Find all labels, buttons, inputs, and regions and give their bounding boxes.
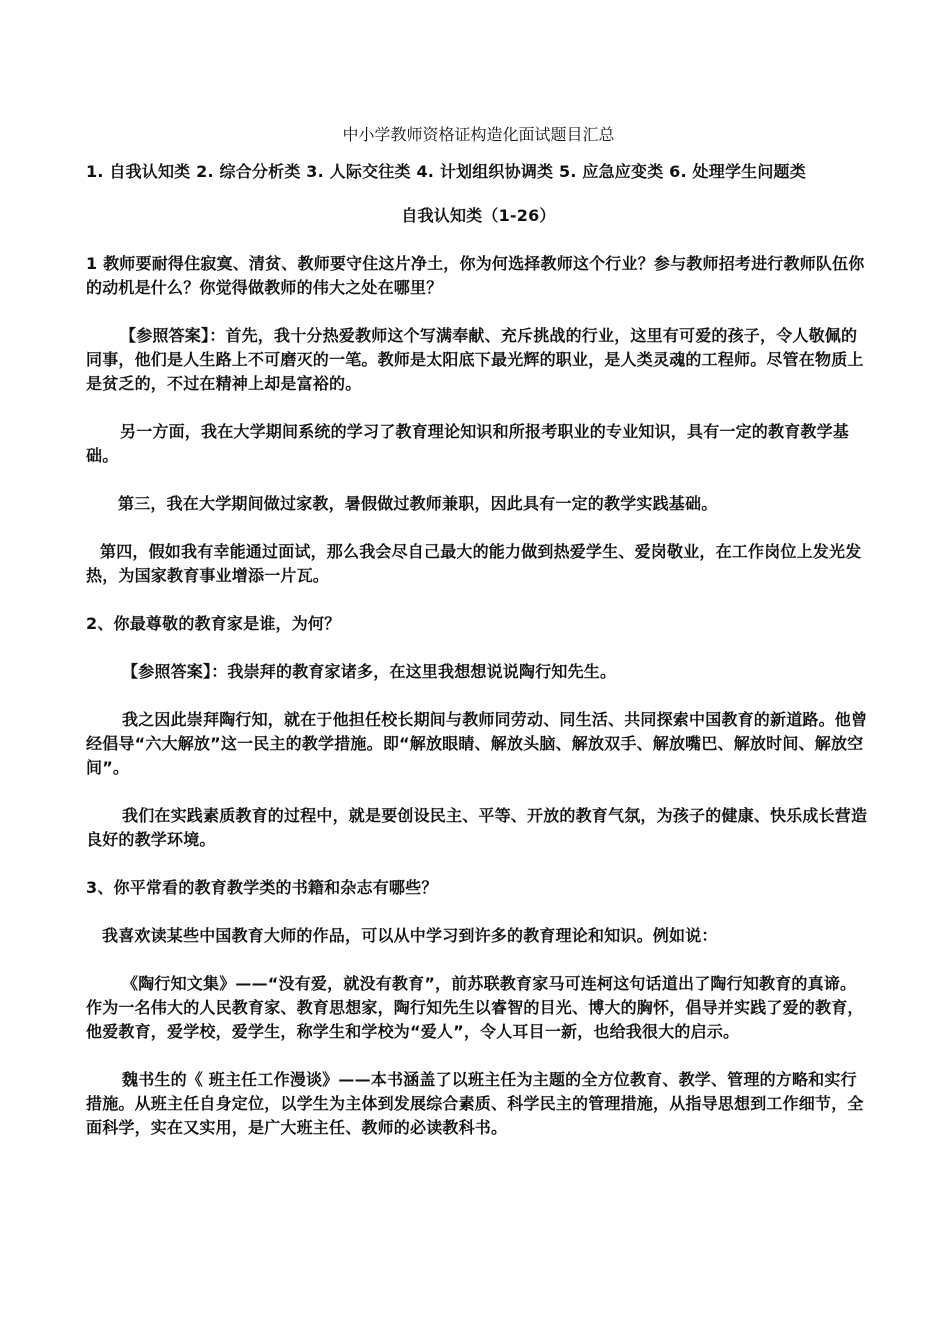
- question-1: 1 教师要耐得住寂寞、清贫、教师要守住这片净土，你为何选择教师这个行业？参与教师招考进行教师队伍你的动机是什么？你觉得做教师的伟大之处在哪里？: [86, 254, 865, 297]
- answer-1-paragraph-4: 第四，假如我有幸能通过面试，那么我会尽自己最大的能力做到热爱学生、爱岗敬业，在工作岗位上发光发热，为国家教育事业增添一片瓦。: [86, 542, 862, 585]
- question-2: 2、你最尊敬的教育家是谁，为何？: [86, 614, 341, 633]
- answer-2-paragraph-1: 【参照答案】：我崇拜的教育家诸多，在这里我想想说说陶行知先生。: [122, 662, 617, 681]
- answer-1-paragraph-1: 【参照答案】：首先，我十分热爱教师这个写满奉献、充斥挑战的行业，这里有可爱的孩子，令人敬佩的同事，他们是人生路上不可磨灭的一笔。教师是太阳底下最光辉的职业，是人类灵魂的工程师。尽管在物质上是贫乏的，不过在精神上却是富裕的。: [86, 326, 864, 393]
- section-heading: 自我认知类（1-26）: [401, 206, 556, 225]
- document-title: 中小学教师资格证构造化面试题目汇总: [342, 125, 615, 144]
- answer-3-paragraph-3: 魏书生的《 班主任工作漫谈》——本书涵盖了以班主任为主题的全方位教育、教学、管理的方略和实行措施。从班主任自身定位，以学生为主体到发展综合素质、科学民主的管理措施，从指导思想到工作细节，全面科学，实在又实用，是广大班主任、教师的必读教科书。: [86, 1070, 864, 1137]
- document-page: [86, 118, 871, 1164]
- category-list: 1. 自我认知类 2. 综合分析类 3. 人际交往类 4. 计划组织协调类 5. 应急应变类 6. 处理学生问题类: [86, 162, 806, 181]
- answer-1-paragraph-3: 第三，我在大学期间做过家教，暑假做过教师兼职，因此具有一定的教学实践基础。: [118, 494, 718, 513]
- answer-2-paragraph-3: 我们在实践素质教育的过程中，就是要创设民主、平等、开放的教育气氛，为孩子的健康、快乐成长营造良好的教学环境。: [86, 806, 868, 849]
- answer-3-paragraph-2: 《陶行知文集》——“没有爱，就没有教育”，前苏联教育家马可连柯这句话道出了陶行知教育的真谛。作为一名伟大的人民教育家、教育思想家，陶行知先生以睿智的目光、博大的胸怀，倡导并实践了爱的教育，他爱教育，爱学校，爱学生，称学生和学校为“爱人”，令人耳目一新，也给我很大的启示。: [86, 974, 864, 1041]
- answer-1-paragraph-2: 另一方面，我在大学期间系统的学习了教育理论知识和所报考职业的专业知识，具有一定的教育教学基础。: [86, 422, 850, 465]
- answer-3-paragraph-1: 我喜欢读某些中国教育大师的作品，可以从中学习到许多的教育理论和知识。例如说：: [102, 926, 718, 945]
- answer-2-paragraph-2: 我之因此崇拜陶行知，就在于他担任校长期间与教师同劳动、同生活、共同探索中国教育的新道路。他曾经倡导“六大解放”这一民主的教学措施。即“解放眼睛、解放头脑、解放双手、解放嘴巴、解放时间、解放空间”。: [86, 710, 868, 777]
- question-3: 3、你平常看的教育教学类的书籍和杂志有哪些？: [86, 878, 438, 897]
